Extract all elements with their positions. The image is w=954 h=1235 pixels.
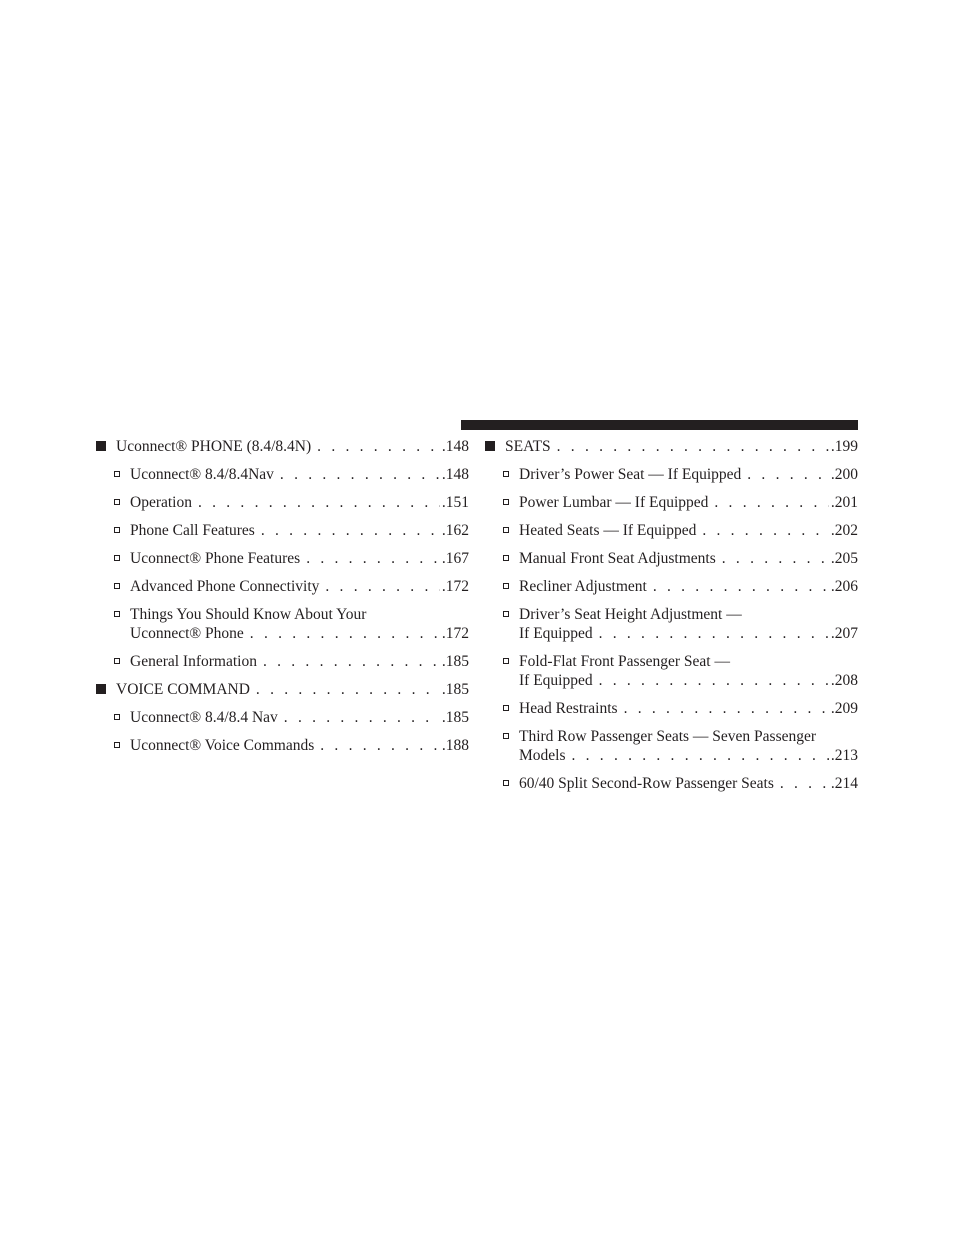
filled-square-bullet-icon bbox=[485, 441, 495, 451]
toc-page-number: .148 bbox=[441, 438, 469, 455]
hollow-square-bullet-icon bbox=[503, 658, 509, 664]
toc-entry-line bbox=[519, 746, 858, 765]
toc-entry-line bbox=[519, 774, 858, 793]
toc-subsection-entry[interactable] bbox=[485, 652, 858, 690]
dot-leader bbox=[261, 521, 440, 540]
toc-entry-title: Things You Should Know About Your bbox=[130, 606, 367, 623]
toc-page-number: .162 bbox=[441, 522, 469, 539]
toc-entry-line bbox=[130, 708, 469, 727]
toc-page-number: .185 bbox=[441, 681, 469, 698]
hollow-square-bullet-icon bbox=[114, 714, 120, 720]
toc-entry-title: Head Restraints bbox=[519, 700, 618, 717]
toc-page-number: .167 bbox=[441, 550, 469, 567]
dot-leader bbox=[653, 577, 829, 596]
toc-page-number: .172 bbox=[441, 578, 469, 595]
toc-entry-line bbox=[130, 549, 469, 568]
toc-entry-line bbox=[519, 671, 858, 690]
toc-subsection-entry[interactable] bbox=[96, 736, 469, 755]
toc-entry-title: Models bbox=[519, 747, 566, 764]
toc-subsection-entry[interactable] bbox=[485, 549, 858, 568]
toc-entry-line bbox=[130, 465, 469, 484]
toc-entry-title: Uconnect® 8.4/8.4 Nav bbox=[130, 709, 278, 726]
toc-page-number: .172 bbox=[441, 625, 469, 642]
hollow-square-bullet-icon bbox=[114, 742, 120, 748]
toc-page-number: .151 bbox=[441, 494, 469, 511]
toc-page-number: .208 bbox=[830, 672, 858, 689]
dot-leader bbox=[320, 736, 440, 755]
toc-entry-title: 60/40 Split Second-Row Passenger Seats bbox=[519, 775, 774, 792]
toc-entry-line bbox=[130, 493, 469, 512]
toc-entry-title: Uconnect® Phone bbox=[130, 625, 244, 642]
dot-leader bbox=[198, 493, 440, 512]
dot-leader bbox=[624, 699, 829, 718]
toc-subsection-entry[interactable] bbox=[96, 549, 469, 568]
toc-subsection-entry[interactable] bbox=[485, 605, 858, 643]
dot-leader bbox=[722, 549, 829, 568]
dot-leader bbox=[325, 577, 439, 596]
toc-entry-title: Uconnect® PHONE (8.4/8.4N) bbox=[116, 438, 312, 455]
dot-leader bbox=[280, 465, 440, 484]
toc-subsection-entry[interactable] bbox=[96, 465, 469, 484]
toc-entry-title: Uconnect® Phone Features bbox=[130, 550, 301, 567]
dot-leader bbox=[306, 549, 440, 568]
toc-entry-title: Operation bbox=[130, 494, 192, 511]
toc-subsection-entry[interactable] bbox=[485, 577, 858, 596]
toc-subsection-entry[interactable] bbox=[485, 465, 858, 484]
toc-entry-line bbox=[130, 577, 469, 596]
toc-subsection-entry[interactable] bbox=[96, 577, 469, 596]
toc-entry-title: Uconnect® Voice Commands bbox=[130, 737, 315, 754]
dot-leader bbox=[780, 774, 829, 793]
toc-entry-title: Driver’s Power Seat — If Equipped bbox=[519, 466, 742, 483]
dot-leader bbox=[256, 680, 440, 699]
toc-subsection-entry[interactable] bbox=[485, 699, 858, 718]
hollow-square-bullet-icon bbox=[114, 658, 120, 664]
toc-subsection-entry[interactable] bbox=[96, 521, 469, 540]
hollow-square-bullet-icon bbox=[503, 705, 509, 711]
dot-leader bbox=[747, 465, 829, 484]
toc-section-entry[interactable] bbox=[96, 680, 469, 699]
hollow-square-bullet-icon bbox=[503, 780, 509, 786]
toc-page-number: .205 bbox=[830, 550, 858, 567]
dot-leader bbox=[702, 521, 829, 540]
toc-entry-line bbox=[519, 577, 858, 596]
toc-page-number: .206 bbox=[830, 578, 858, 595]
toc-subsection-entry[interactable] bbox=[485, 727, 858, 765]
toc-entry-title: Manual Front Seat Adjustments bbox=[519, 550, 716, 567]
toc-entry-line bbox=[116, 680, 469, 699]
toc-entry-title: Driver’s Seat Height Adjustment — bbox=[519, 606, 742, 623]
toc-entry-line bbox=[130, 624, 469, 643]
toc-page-number: .148 bbox=[441, 466, 469, 483]
toc-entry-title: Third Row Passenger Seats — Seven Passenger bbox=[519, 728, 817, 745]
toc-entry-line bbox=[130, 652, 469, 671]
toc-entry-line bbox=[116, 437, 469, 456]
toc-subsection-entry[interactable] bbox=[96, 652, 469, 671]
dot-leader bbox=[572, 746, 829, 765]
hollow-square-bullet-icon bbox=[114, 499, 120, 505]
toc-page-number: .207 bbox=[830, 625, 858, 642]
toc-entry-title: Heated Seats — If Equipped bbox=[519, 522, 697, 539]
hollow-square-bullet-icon bbox=[503, 527, 509, 533]
toc-entry-title: Power Lumbar — If Equipped bbox=[519, 494, 709, 511]
toc-entry-title: Phone Call Features bbox=[130, 522, 255, 539]
toc-entry-title: VOICE COMMAND bbox=[116, 681, 250, 698]
dot-leader bbox=[317, 437, 440, 456]
toc-subsection-entry[interactable] bbox=[96, 605, 469, 643]
hollow-square-bullet-icon bbox=[114, 527, 120, 533]
toc-entry-line bbox=[130, 605, 469, 624]
toc-entry-line bbox=[519, 493, 858, 512]
hollow-square-bullet-icon bbox=[503, 611, 509, 617]
toc-entry-title: Recliner Adjustment bbox=[519, 578, 647, 595]
hollow-square-bullet-icon bbox=[503, 583, 509, 589]
hollow-square-bullet-icon bbox=[114, 611, 120, 617]
toc-entry-line bbox=[519, 652, 858, 671]
toc-entry-line bbox=[519, 549, 858, 568]
toc-entry-line bbox=[130, 521, 469, 540]
filled-square-bullet-icon bbox=[96, 684, 106, 694]
toc-section-entry[interactable] bbox=[96, 437, 469, 456]
toc-entry-line bbox=[505, 437, 858, 456]
toc-entry-line bbox=[519, 465, 858, 484]
toc-entry-line bbox=[519, 727, 858, 746]
toc-page-number: .214 bbox=[830, 775, 858, 792]
toc-entry-title: SEATS bbox=[505, 438, 551, 455]
toc-subsection-entry[interactable] bbox=[96, 708, 469, 727]
dot-leader bbox=[250, 624, 440, 643]
toc-page-number: .188 bbox=[441, 737, 469, 754]
toc-subsection-entry[interactable] bbox=[96, 493, 469, 512]
toc-entry-line bbox=[519, 605, 858, 624]
dot-leader bbox=[599, 624, 829, 643]
toc-entry-title: If Equipped bbox=[519, 625, 593, 642]
dot-leader bbox=[284, 708, 440, 727]
hollow-square-bullet-icon bbox=[114, 555, 120, 561]
toc-page-number: .185 bbox=[441, 709, 469, 726]
header-rule-bar bbox=[461, 420, 858, 430]
toc-page-number: .200 bbox=[830, 466, 858, 483]
toc-column-right bbox=[485, 437, 858, 802]
dot-leader bbox=[263, 652, 440, 671]
hollow-square-bullet-icon bbox=[503, 733, 509, 739]
filled-square-bullet-icon bbox=[96, 441, 106, 451]
toc-section-entry[interactable] bbox=[485, 437, 858, 456]
toc-page-number: .201 bbox=[830, 494, 858, 511]
toc-page-number: .185 bbox=[441, 653, 469, 670]
toc-column-left bbox=[96, 437, 469, 764]
hollow-square-bullet-icon bbox=[503, 499, 509, 505]
toc-entry-line bbox=[519, 624, 858, 643]
toc-entry-title: Uconnect® 8.4/8.4Nav bbox=[130, 466, 274, 483]
toc-page-number: .202 bbox=[830, 522, 858, 539]
hollow-square-bullet-icon bbox=[114, 471, 120, 477]
dot-leader bbox=[557, 437, 829, 456]
dot-leader bbox=[714, 493, 828, 512]
hollow-square-bullet-icon bbox=[503, 555, 509, 561]
toc-entry-title: Advanced Phone Connectivity bbox=[130, 578, 320, 595]
hollow-square-bullet-icon bbox=[503, 471, 509, 477]
dot-leader bbox=[599, 671, 829, 690]
toc-entry-line bbox=[519, 521, 858, 540]
toc-entry-title: Fold-Flat Front Passenger Seat — bbox=[519, 653, 730, 670]
toc-page-number: .199 bbox=[830, 438, 858, 455]
toc-entry-title: General Information bbox=[130, 653, 257, 670]
toc-entry-title: If Equipped bbox=[519, 672, 593, 689]
toc-page-number: .209 bbox=[830, 700, 858, 717]
toc-entry-line bbox=[519, 699, 858, 718]
toc-subsection-entry[interactable] bbox=[485, 521, 858, 540]
toc-subsection-entry[interactable] bbox=[485, 493, 858, 512]
toc-subsection-entry[interactable] bbox=[485, 774, 858, 793]
hollow-square-bullet-icon bbox=[114, 583, 120, 589]
toc-page-number: .213 bbox=[830, 747, 858, 764]
toc-entry-line bbox=[130, 736, 469, 755]
